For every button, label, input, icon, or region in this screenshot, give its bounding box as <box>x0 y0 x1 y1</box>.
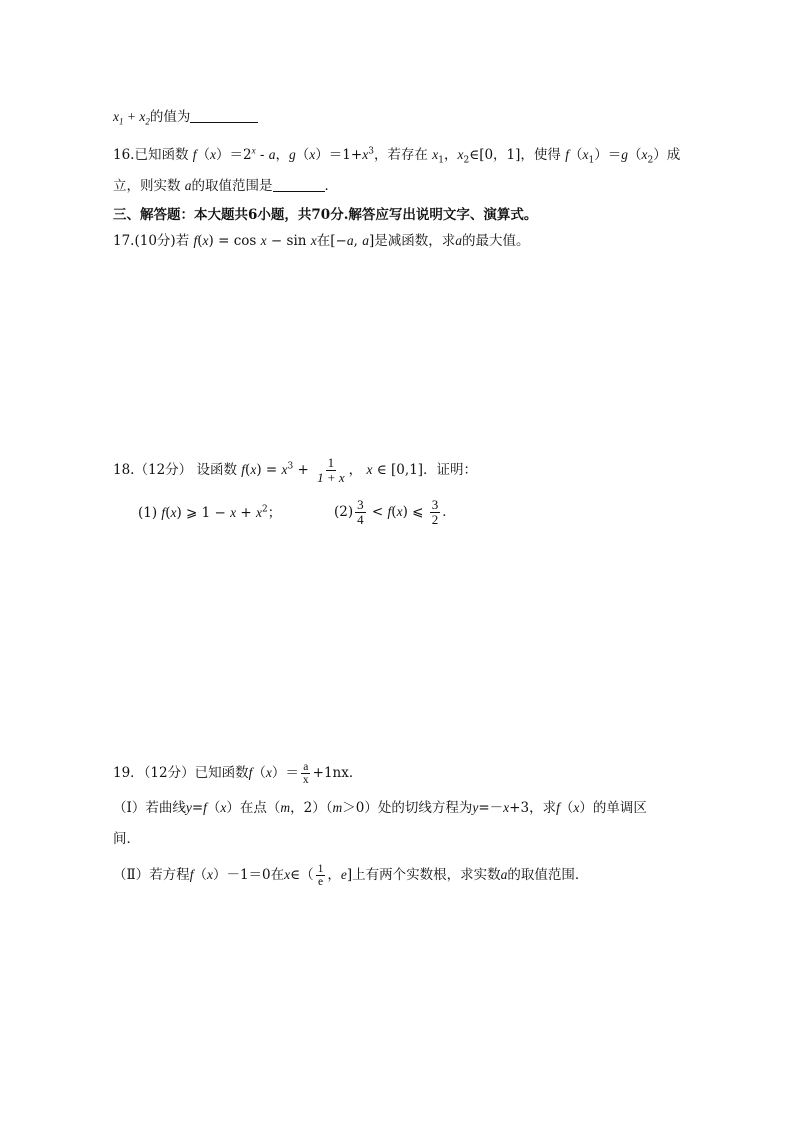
q16-text: ，若存在 <box>373 147 428 163</box>
q18-score: （12分） <box>134 462 193 478</box>
q19-text: ，2）（ <box>290 800 333 816</box>
q16-text: 立，则实数 <box>113 178 181 194</box>
fraction-numerator: 3 <box>357 497 364 513</box>
fraction-numerator: 1 <box>317 862 324 875</box>
q19-text: ]上有两个实数根，求实数 <box>346 867 501 883</box>
q18-text: 设函数 <box>196 462 237 478</box>
q17-text: 是减函数，求 <box>374 233 456 249</box>
q19-score: （12分） <box>143 765 195 781</box>
q19-text: 的取值范围． <box>507 867 589 883</box>
q16-text: 已知函数 <box>134 147 189 163</box>
q16-answer-blank[interactable] <box>273 177 325 192</box>
section-heading-count: 6 <box>248 207 258 223</box>
q18-part2-fraction-right <box>430 498 441 526</box>
q19-part-1: （Ⅰ）若曲线y=f（x）在点（m，2）（m＞0）处的切线方程为y=－x+3，求f（x）的单调区 <box>113 800 647 816</box>
q19-text: －1＝0在 <box>226 867 285 883</box>
q17-number: 17. <box>113 233 135 249</box>
fraction-denominator: e <box>317 876 324 888</box>
q19-answer-space[interactable] <box>0 900 794 1100</box>
q16-line-2 <box>113 176 338 196</box>
q17-answer-space[interactable] <box>0 258 794 438</box>
q16-text: ∈[0，1]，使得 <box>469 147 561 163</box>
q19-math: f <box>248 765 253 780</box>
q16-line-1: 16.已知函数 $f(x)=2^x - a$，$g(x)=1+x^3$，若存在 $x_1$，$x_2\in[0$，1]，使得 $f(x_1)=g(x_2)$成 <box>113 145 681 166</box>
q17-text: 若 <box>175 233 190 249</box>
q19-part-label: （Ⅱ） <box>113 867 150 883</box>
q19-part-label: （Ⅰ） <box>113 800 146 816</box>
section-heading-text: 三、解答题：本大题共 <box>113 207 248 223</box>
q19-text: 在点（ <box>239 800 281 816</box>
section-heading-text: 分.解答应写出说明文字、演算式。 <box>330 207 538 223</box>
q17-line: 17.(10分)若 f(x) = cos x − sin x在[−a, a]是减函数，求a的最大值。 <box>113 233 530 249</box>
q16-math-a: a <box>184 178 192 193</box>
q19-text: ∈（ <box>290 867 314 883</box>
q19-text: 的单调区 <box>592 800 647 816</box>
q19-part-1-line-2 <box>113 829 140 849</box>
q15-math: $x_1 + x_2$ <box>113 109 150 127</box>
q19-text: ， <box>327 867 341 883</box>
fraction-denominator: x <box>302 774 309 786</box>
q18-answer-space[interactable] <box>0 540 794 750</box>
q15-tail-line <box>113 107 258 127</box>
q19-text: +1nx． <box>312 765 363 781</box>
q18-fraction <box>315 456 347 484</box>
q19-text: 若方程 <box>149 867 190 883</box>
q19-part2-fraction <box>316 863 326 888</box>
q15-answer-blank[interactable] <box>190 108 258 123</box>
q19-text: ＞0）处的切线方程为 <box>342 800 473 816</box>
q17-text: 的最大值。 <box>461 233 530 249</box>
q15-text: 的值为 <box>149 109 191 125</box>
q16-math-f: f <box>192 147 197 162</box>
q18-part-label: (2) <box>334 504 354 520</box>
q16-text: 成 <box>666 147 681 163</box>
fraction-denominator: 1 + x <box>317 470 345 485</box>
q17-text: 在 <box>316 233 331 249</box>
q17-math: f <box>193 233 198 248</box>
q16-number: 16. <box>113 147 135 163</box>
q18-part2-fraction-left <box>355 498 366 526</box>
q19-part-2: （Ⅱ）若方程f（x）－1＝0在x∈（ $\frac{1}{e}$ ，e]上有两个实数根，求实数a的取值范围． <box>113 862 589 888</box>
fraction-denominator: 2 <box>431 512 439 527</box>
q18-text: ． <box>442 504 456 520</box>
q19-line: 19．（12分）已知函数f（x）＝ $\frac{a}{x}$ +1nx． <box>113 760 363 786</box>
q18-number: 18. <box>113 462 135 478</box>
q19-fraction <box>301 761 311 786</box>
fraction-numerator: a <box>303 760 309 773</box>
section-heading-points: 70 <box>311 207 331 223</box>
q18-text: ； <box>267 505 282 521</box>
q18-part-label: (1) <box>138 505 158 521</box>
q19-text: 若曲线 <box>145 800 186 816</box>
fraction-denominator: 4 <box>357 512 364 527</box>
section-3-heading <box>113 205 537 225</box>
q16-text: ． <box>324 178 339 194</box>
q18-math: f <box>241 462 246 477</box>
section-heading-text: 小题，共 <box>257 207 312 223</box>
fraction-numerator: 1 <box>327 455 335 471</box>
q16-text: 的取值范围是 <box>191 178 273 194</box>
q16-math-x: x <box>432 147 439 162</box>
q16-text: ， <box>275 147 290 163</box>
q18-part-2: (2) $\frac{3}{4}$ < f(x) ⩽ $\frac{3}{2}$ ． <box>334 497 456 527</box>
q19-text: 间． <box>113 831 140 847</box>
q17-score: (10分) <box>134 233 176 249</box>
q19-text: ，求 <box>529 800 557 816</box>
q18-text: ， <box>348 462 363 478</box>
q18-part-1: (1) f(x) ⩾ $1 - x + x^2$； <box>138 504 282 521</box>
q19-number: 19． <box>113 765 144 781</box>
q19-text: 已知函数 <box>194 765 249 781</box>
q18-line: 18.（12分） 设函数 $f(x) = x^3$ + $\frac{1}{1 + x}$ ， x ∈ [0,1]．证明： <box>113 455 478 485</box>
q18-text: ．证明： <box>423 462 478 478</box>
fraction-numerator: 3 <box>431 497 439 513</box>
